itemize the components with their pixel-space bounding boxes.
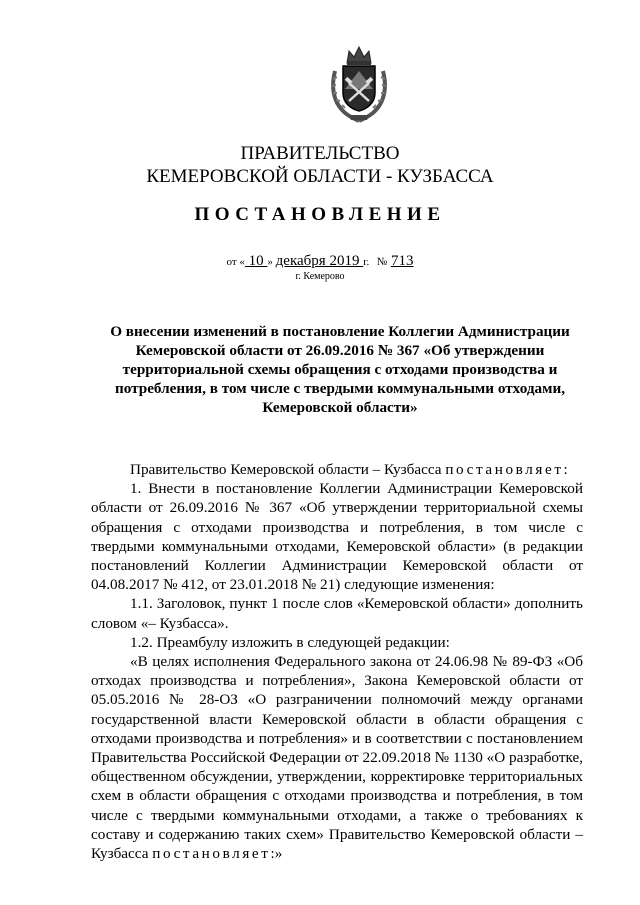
quote-spaced-word: постановляет xyxy=(152,845,271,863)
org-name-line1: ПРАВИТЕЛЬСТВО xyxy=(240,143,400,164)
document-city: г. Кемерово xyxy=(295,271,345,282)
item-1-2-paragraph: 1.2. Преамбулу изложить в следующей редакции: xyxy=(130,633,450,651)
quote-text: «В целях исполнения Федерального закона от 24.06.98 № 89-ФЗ «Об отходах производства и потребления», Закона Кемеровской области от 05.05.2016 № 28-ОЗ «О разграничении полномочий между органами государственной власти Кемеровской области в области обращения с отходами производства и потребления» и в соответствии с постановлением Правительства Российской Федерации от 22.09.2018 № 1130 «О разработке, общественном обсуждении, утверждении, корректировке территориальных схем в области обращения с отходами производства и потребления, в том числе с твердыми коммунальными отходами, а также о требованиях к составу и содержанию таких схем» Правительство Кемеровской области – Кузбасса xyxy=(91,653,583,863)
date-month-year: декабря 2019 xyxy=(275,253,364,269)
intro-spaced-word: постановляет: xyxy=(445,461,571,478)
document-number-prefix: № xyxy=(376,256,388,268)
date-prefix: от « xyxy=(226,256,245,268)
document-body xyxy=(91,460,583,863)
quoted-preamble-paragraph xyxy=(91,652,583,863)
document-date-line xyxy=(0,253,640,270)
date-day: 10 xyxy=(244,253,268,269)
date-year-suffix: г. xyxy=(363,256,370,268)
item-1-paragraph: 1. Внести в постановление Коллегии Администрации Кемеровской области от 26.09.2016 № 367 «Об утверждении территориальной схемы обращения с отходами производства и потребления, в том числе с твердыми коммунальными отходами, Кемеровской области» (в редакции постановлений Коллегии Администрации Кемеровской области от 04.08.2017 № 412, от 23.01.2018 № 21) следующие изменения: xyxy=(91,480,583,594)
quote-end: :» xyxy=(270,845,283,863)
document-number: 713 xyxy=(391,253,414,269)
kemerovo-coat-of-arms-icon xyxy=(329,41,389,123)
intro-paragraph xyxy=(91,460,583,479)
date-mid: » xyxy=(267,256,276,268)
document-type-heading: ПОСТАНОВЛЕНИЕ xyxy=(194,204,446,225)
document-title: О внесении изменений в постановление Коллегии Администрации Кемеровской области от 26.09.2016 № 367 «Об утверждении территориальной схемы обращения с отходами производства и потребления, в том числе с твердыми коммунальными отходами, Кемеровской области» xyxy=(110,323,570,416)
org-name-line2: КЕМЕРОВСКОЙ ОБЛАСТИ - КУЗБАССА xyxy=(146,166,494,187)
item-1-1-paragraph: 1.1. Заголовок, пункт 1 после слов «Кемеровской области» дополнить словом «– Кузбасса». xyxy=(91,595,583,632)
intro-text: Правительство Кемеровской области – Кузбасса xyxy=(130,461,446,478)
